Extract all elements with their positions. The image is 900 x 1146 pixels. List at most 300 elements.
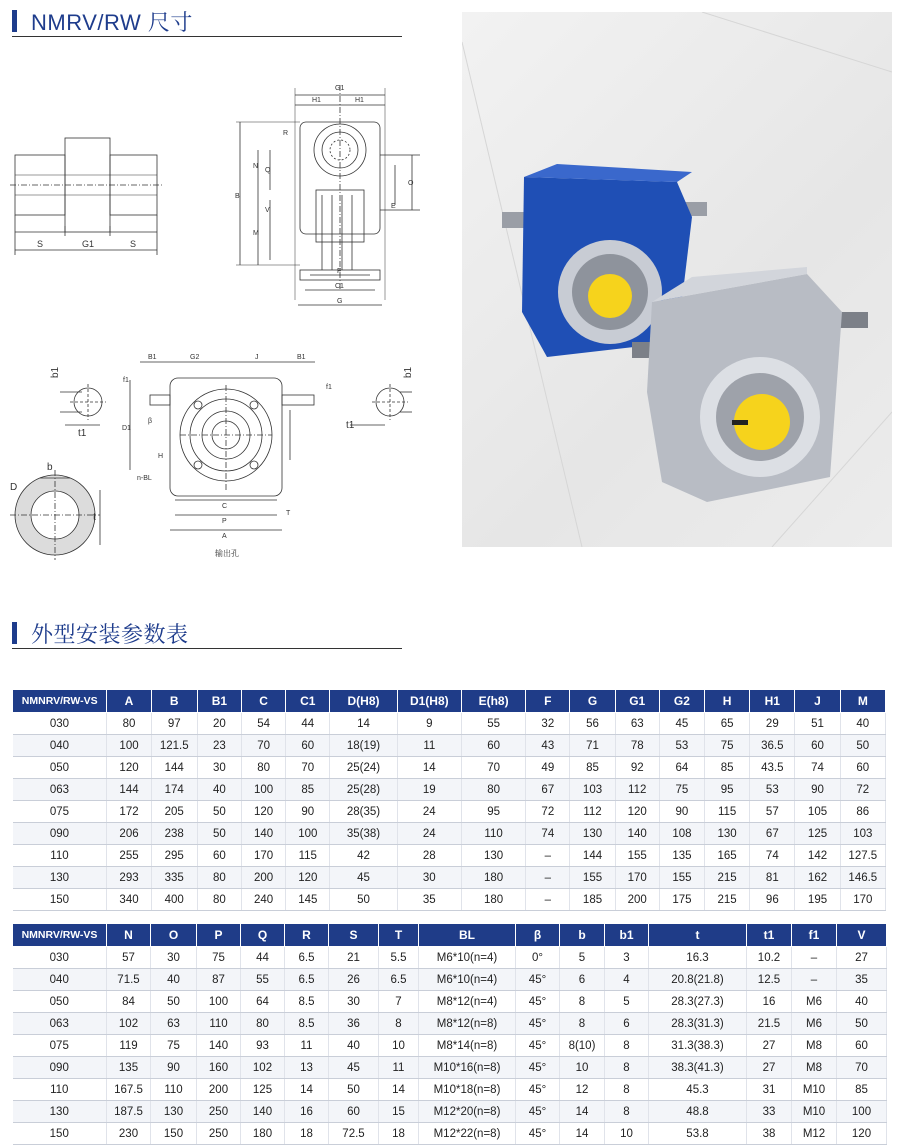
dim-label-h: H — [158, 453, 164, 460]
value-cell: 8 — [605, 1101, 649, 1123]
dim-label-h1-left: H1 — [312, 97, 321, 104]
value-cell: 130 — [151, 1101, 197, 1123]
value-cell: 215 — [705, 889, 750, 911]
model-cell: 075 — [13, 1035, 107, 1057]
value-cell: 30 — [151, 947, 197, 969]
value-cell: 255 — [107, 845, 151, 867]
value-cell: 43 — [526, 735, 570, 757]
value-cell: 121.5 — [151, 735, 197, 757]
value-cell: 74 — [795, 757, 840, 779]
table-row — [13, 867, 886, 889]
value-cell: 97 — [151, 713, 197, 735]
value-cell: 187.5 — [107, 1101, 151, 1123]
value-cell: 16 — [747, 991, 792, 1013]
value-cell: 16 — [285, 1101, 329, 1123]
value-cell: 45° — [516, 1035, 560, 1057]
dim-label-g: G — [337, 298, 343, 305]
dim-label-t-cap: T — [286, 510, 291, 517]
value-cell: 12 — [560, 1079, 605, 1101]
value-cell: 142 — [795, 845, 840, 867]
value-cell: M12*20(n=8) — [419, 1101, 516, 1123]
value-cell: M10*18(n=8) — [419, 1079, 516, 1101]
value-cell: 40 — [840, 713, 885, 735]
drawing-caption: 输出孔 — [215, 549, 239, 558]
value-cell: 11 — [285, 1035, 329, 1057]
table-header-row — [13, 690, 886, 713]
dim-label-t1-right: t1 — [346, 420, 355, 431]
value-cell: 50 — [329, 1079, 379, 1101]
value-cell: 70 — [837, 1057, 887, 1079]
value-cell: 103 — [840, 823, 885, 845]
dim-label-n: N — [253, 163, 259, 170]
value-cell: 100 — [107, 735, 151, 757]
value-cell: M8*12(n=4) — [419, 991, 516, 1013]
value-cell: 4 — [605, 969, 649, 991]
column-header: BL — [419, 924, 516, 947]
table-row — [13, 1057, 887, 1079]
value-cell: 24 — [397, 823, 461, 845]
dim-label-c1: C1 — [335, 283, 344, 290]
value-cell: 20 — [197, 713, 241, 735]
title-accent-bar — [12, 10, 17, 32]
value-cell: 44 — [241, 947, 285, 969]
column-header: R — [285, 924, 329, 947]
value-cell: 120 — [837, 1123, 887, 1145]
value-cell: 75 — [151, 1035, 197, 1057]
value-cell: 144 — [151, 757, 197, 779]
table-row — [13, 1079, 887, 1101]
value-cell: 14 — [285, 1079, 329, 1101]
dim-label-big-b1-right: B1 — [297, 354, 306, 361]
value-cell: 78 — [615, 735, 659, 757]
value-cell: 112 — [570, 801, 615, 823]
value-cell: 60 — [286, 735, 330, 757]
value-cell: 200 — [197, 1079, 241, 1101]
value-cell: 100 — [837, 1101, 887, 1123]
value-cell: 72 — [526, 801, 570, 823]
value-cell: 55 — [461, 713, 525, 735]
value-cell: 140 — [615, 823, 659, 845]
value-cell: 15 — [379, 1101, 419, 1123]
value-cell: 45 — [659, 713, 704, 735]
value-cell: 38 — [747, 1123, 792, 1145]
value-cell: 60 — [197, 845, 241, 867]
model-cell: 110 — [13, 1079, 107, 1101]
value-cell: 33 — [747, 1101, 792, 1123]
dim-label-h1-right: H1 — [355, 97, 364, 104]
value-cell: 86 — [840, 801, 885, 823]
value-cell: 80 — [107, 713, 151, 735]
value-cell: 56 — [570, 713, 615, 735]
value-cell: 12.5 — [747, 969, 792, 991]
model-cell: 050 — [13, 991, 107, 1013]
value-cell: 45° — [516, 1123, 560, 1145]
value-cell: 85 — [705, 757, 750, 779]
value-cell: 45° — [516, 1013, 560, 1035]
value-cell: 25(28) — [330, 779, 397, 801]
silver-gearbox — [632, 267, 868, 502]
value-cell: 120 — [242, 801, 286, 823]
value-cell: 54 — [242, 713, 286, 735]
column-header: t — [649, 924, 747, 947]
dim-label-g1: G1 — [335, 85, 345, 92]
dim-label-f: F — [337, 268, 342, 275]
value-cell: 295 — [151, 845, 197, 867]
value-cell: M12 — [792, 1123, 837, 1145]
value-cell: 174 — [151, 779, 197, 801]
column-header: NMNRV/RW-VS — [13, 690, 107, 713]
value-cell: 72.5 — [329, 1123, 379, 1145]
value-cell: 170 — [615, 867, 659, 889]
value-cell: M6*10(n=4) — [419, 947, 516, 969]
value-cell: 8 — [605, 1057, 649, 1079]
value-cell: 75 — [197, 947, 241, 969]
value-cell: 53 — [750, 779, 795, 801]
value-cell: 400 — [151, 889, 197, 911]
table-row — [13, 713, 886, 735]
value-cell: 71 — [570, 735, 615, 757]
value-cell: M10*16(n=8) — [419, 1057, 516, 1079]
value-cell: 250 — [197, 1123, 241, 1145]
dim-label-beta: β — [148, 418, 153, 425]
value-cell: 14 — [330, 713, 397, 735]
value-cell: 110 — [461, 823, 525, 845]
value-cell: 144 — [107, 779, 151, 801]
dim-label-p: P — [222, 518, 227, 525]
table-row — [13, 969, 887, 991]
value-cell: 45° — [516, 1101, 560, 1123]
value-cell: 8 — [560, 1013, 605, 1035]
value-cell: 60 — [329, 1101, 379, 1123]
value-cell: 29 — [750, 713, 795, 735]
dim-label-f1-left: f1 — [123, 377, 129, 384]
value-cell: 30 — [397, 867, 461, 889]
value-cell: 80 — [197, 867, 241, 889]
title-accent-bar — [12, 622, 17, 644]
value-cell: 95 — [705, 779, 750, 801]
column-header: f1 — [792, 924, 837, 947]
value-cell: 50 — [197, 823, 241, 845]
value-cell: 3 — [605, 947, 649, 969]
column-header: F — [526, 690, 570, 713]
value-cell: 145 — [286, 889, 330, 911]
value-cell: 60 — [461, 735, 525, 757]
value-cell: 28(35) — [330, 801, 397, 823]
value-cell: 108 — [659, 823, 704, 845]
value-cell: 45 — [329, 1057, 379, 1079]
value-cell: 18(19) — [330, 735, 397, 757]
value-cell: 80 — [461, 779, 525, 801]
model-cell: 063 — [13, 1013, 107, 1035]
value-cell: 70 — [461, 757, 525, 779]
value-cell: 200 — [242, 867, 286, 889]
value-cell: 27 — [837, 947, 887, 969]
value-cell: 35 — [837, 969, 887, 991]
column-header: b1 — [605, 924, 649, 947]
value-cell: 25(24) — [330, 757, 397, 779]
value-cell: 6 — [560, 969, 605, 991]
value-cell: 120 — [107, 757, 151, 779]
value-cell: 170 — [840, 889, 885, 911]
value-cell: 45° — [516, 1079, 560, 1101]
value-cell: – — [526, 889, 570, 911]
value-cell: 140 — [197, 1035, 241, 1057]
column-header: G — [570, 690, 615, 713]
value-cell: 64 — [659, 757, 704, 779]
value-cell: 28 — [397, 845, 461, 867]
dim-label-t1-left: t1 — [78, 428, 87, 439]
value-cell: 75 — [705, 735, 750, 757]
value-cell: M6 — [792, 1013, 837, 1035]
dimension-table-1 — [12, 689, 886, 911]
dim-label-g2: G2 — [190, 354, 200, 361]
value-cell: 40 — [329, 1035, 379, 1057]
value-cell: 103 — [570, 779, 615, 801]
value-cell: 5.5 — [379, 947, 419, 969]
value-cell: 45 — [330, 867, 397, 889]
dim-label-s-right: S — [130, 239, 137, 249]
value-cell: 53 — [659, 735, 704, 757]
column-header: D(H8) — [330, 690, 397, 713]
value-cell: 74 — [526, 823, 570, 845]
product-photo — [462, 12, 892, 547]
column-header: P — [197, 924, 241, 947]
model-cell: 130 — [13, 867, 107, 889]
value-cell: 48.8 — [649, 1101, 747, 1123]
column-header: H — [705, 690, 750, 713]
value-cell: 40 — [837, 991, 887, 1013]
value-cell: – — [526, 845, 570, 867]
value-cell: 90 — [151, 1057, 197, 1079]
column-header: NMNRV/RW-VS — [13, 924, 107, 947]
model-cell: 063 — [13, 779, 107, 801]
dim-label-s-left: S — [37, 239, 44, 249]
dim-label-f1-right: f1 — [326, 384, 332, 391]
value-cell: 67 — [526, 779, 570, 801]
value-cell: 6.5 — [285, 947, 329, 969]
value-cell: 42 — [330, 845, 397, 867]
value-cell: 140 — [241, 1101, 285, 1123]
value-cell: 167.5 — [107, 1079, 151, 1101]
value-cell: 80 — [242, 757, 286, 779]
value-cell: 205 — [151, 801, 197, 823]
value-cell: 93 — [241, 1035, 285, 1057]
value-cell: M10 — [792, 1101, 837, 1123]
value-cell: 8.5 — [285, 991, 329, 1013]
value-cell: 215 — [705, 867, 750, 889]
value-cell: 340 — [107, 889, 151, 911]
value-cell: 165 — [705, 845, 750, 867]
value-cell: 27 — [747, 1035, 792, 1057]
value-cell: 14 — [379, 1079, 419, 1101]
dim-label-b: B — [235, 193, 240, 200]
value-cell: 8 — [379, 1013, 419, 1035]
column-header: Q — [241, 924, 285, 947]
value-cell: M8 — [792, 1035, 837, 1057]
value-cell: 72 — [840, 779, 885, 801]
value-cell: 125 — [241, 1079, 285, 1101]
value-cell: 18 — [379, 1123, 419, 1145]
dim-label-c: C — [222, 503, 228, 510]
dim-label-o: O — [408, 180, 414, 187]
value-cell: 8 — [605, 1035, 649, 1057]
value-cell: 57 — [750, 801, 795, 823]
value-cell: 36 — [329, 1013, 379, 1035]
table-row — [13, 845, 886, 867]
value-cell: 14 — [560, 1123, 605, 1145]
value-cell: 293 — [107, 867, 151, 889]
table-row — [13, 1013, 887, 1035]
value-cell: 200 — [615, 889, 659, 911]
value-cell: 85 — [837, 1079, 887, 1101]
value-cell: 150 — [151, 1123, 197, 1145]
value-cell: 10 — [560, 1057, 605, 1079]
value-cell: 30 — [329, 991, 379, 1013]
value-cell: 180 — [241, 1123, 285, 1145]
column-header: C1 — [286, 690, 330, 713]
model-cell: 040 — [13, 969, 107, 991]
dim-label-big-b1-left: B1 — [148, 354, 157, 361]
column-header: S — [329, 924, 379, 947]
column-header: t1 — [747, 924, 792, 947]
value-cell: 67 — [750, 823, 795, 845]
value-cell: 146.5 — [840, 867, 885, 889]
value-cell: 180 — [461, 889, 525, 911]
value-cell: 45.3 — [649, 1079, 747, 1101]
column-header: E(h8) — [461, 690, 525, 713]
value-cell: 35(38) — [330, 823, 397, 845]
value-cell: 7 — [379, 991, 419, 1013]
value-cell: 335 — [151, 867, 197, 889]
value-cell: 135 — [659, 845, 704, 867]
value-cell: 6.5 — [285, 969, 329, 991]
section-title-install-params — [12, 618, 402, 649]
model-cell: 075 — [13, 801, 107, 823]
value-cell: 53.8 — [649, 1123, 747, 1145]
value-cell: 172 — [107, 801, 151, 823]
value-cell: 8 — [605, 1079, 649, 1101]
value-cell: 92 — [615, 757, 659, 779]
value-cell: 5 — [605, 991, 649, 1013]
value-cell: 100 — [242, 779, 286, 801]
column-header: A — [107, 690, 151, 713]
value-cell: 50 — [330, 889, 397, 911]
column-header: O — [151, 924, 197, 947]
value-cell: 26 — [329, 969, 379, 991]
value-cell: 19 — [397, 779, 461, 801]
value-cell: 155 — [659, 867, 704, 889]
value-cell: 250 — [197, 1101, 241, 1123]
value-cell: 20.8(21.8) — [649, 969, 747, 991]
value-cell: 43.5 — [750, 757, 795, 779]
value-cell: 110 — [197, 1013, 241, 1035]
dim-label-d: D — [10, 482, 18, 493]
value-cell: 144 — [570, 845, 615, 867]
value-cell: 57 — [107, 947, 151, 969]
value-cell: 30 — [197, 757, 241, 779]
value-cell: 5 — [560, 947, 605, 969]
value-cell: 44 — [286, 713, 330, 735]
table-row — [13, 1123, 887, 1145]
value-cell: 81 — [750, 867, 795, 889]
value-cell: 55 — [241, 969, 285, 991]
value-cell: 63 — [615, 713, 659, 735]
dim-label-t: t — [93, 512, 96, 523]
table-header-row — [13, 924, 887, 947]
value-cell: 45° — [516, 991, 560, 1013]
value-cell: 87 — [197, 969, 241, 991]
column-header: D1(H8) — [397, 690, 461, 713]
model-cell: 030 — [13, 713, 107, 735]
value-cell: 45° — [516, 969, 560, 991]
dim-label-a: A — [222, 533, 227, 540]
dim-label-e: E — [391, 203, 396, 210]
value-cell: 240 — [242, 889, 286, 911]
value-cell: 90 — [795, 779, 840, 801]
value-cell: 135 — [107, 1057, 151, 1079]
model-cell: 030 — [13, 947, 107, 969]
value-cell: 162 — [795, 867, 840, 889]
dimension-drawing — [0, 40, 460, 580]
value-cell: 13 — [285, 1057, 329, 1079]
column-header: G1 — [615, 690, 659, 713]
value-cell: 130 — [705, 823, 750, 845]
value-cell: 36.5 — [750, 735, 795, 757]
model-cell: 130 — [13, 1101, 107, 1123]
value-cell: 28.3(27.3) — [649, 991, 747, 1013]
value-cell: 180 — [461, 867, 525, 889]
value-cell: 35 — [397, 889, 461, 911]
value-cell: 14 — [397, 757, 461, 779]
column-header: β — [516, 924, 560, 947]
value-cell: M8 — [792, 1057, 837, 1079]
value-cell: 21.5 — [747, 1013, 792, 1035]
value-cell: 102 — [241, 1057, 285, 1079]
table-row — [13, 1035, 887, 1057]
value-cell: M6 — [792, 991, 837, 1013]
value-cell: – — [526, 867, 570, 889]
value-cell: 170 — [242, 845, 286, 867]
model-cell: 150 — [13, 1123, 107, 1145]
value-cell: M6*10(n=4) — [419, 969, 516, 991]
value-cell: M12*22(n=8) — [419, 1123, 516, 1145]
section-title-dimensions — [12, 6, 402, 37]
value-cell: 71.5 — [107, 969, 151, 991]
value-cell: 60 — [795, 735, 840, 757]
value-cell: 127.5 — [840, 845, 885, 867]
table-row — [13, 947, 887, 969]
value-cell: 130 — [570, 823, 615, 845]
table-row — [13, 991, 887, 1013]
value-cell: 8 — [560, 991, 605, 1013]
value-cell: 112 — [615, 779, 659, 801]
value-cell: 18 — [285, 1123, 329, 1145]
value-cell: 195 — [795, 889, 840, 911]
value-cell: 45° — [516, 1057, 560, 1079]
value-cell: 64 — [241, 991, 285, 1013]
value-cell: 105 — [795, 801, 840, 823]
value-cell: 95 — [461, 801, 525, 823]
value-cell: 11 — [379, 1057, 419, 1079]
value-cell: 100 — [286, 823, 330, 845]
value-cell: 75 — [659, 779, 704, 801]
value-cell: 238 — [151, 823, 197, 845]
value-cell: 38.3(41.3) — [649, 1057, 747, 1079]
value-cell: 155 — [615, 845, 659, 867]
column-header: V — [837, 924, 887, 947]
value-cell: 160 — [197, 1057, 241, 1079]
value-cell: 9 — [397, 713, 461, 735]
